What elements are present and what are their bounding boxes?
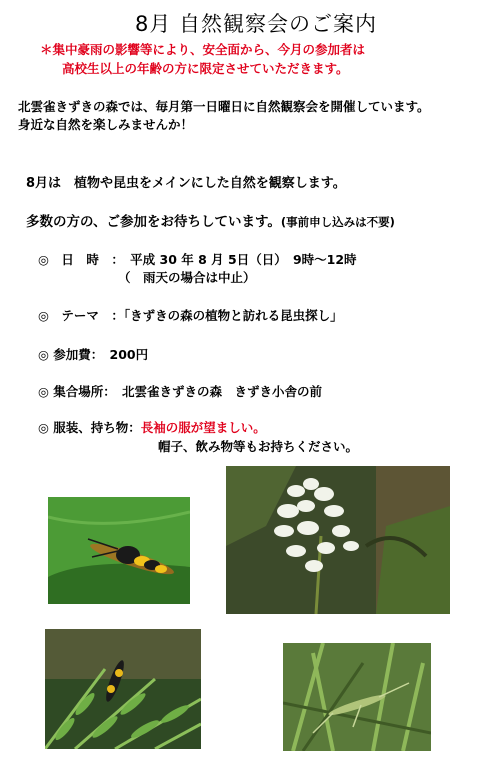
intro-text-2: 身近な自然を楽しみませんか！ — [18, 117, 194, 132]
welcome-line — [26, 210, 395, 230]
grasshopper-photo — [283, 643, 431, 751]
detail-place: ◎ 集合場所： 北雲雀きずきの森 きずき小舎の前 — [38, 384, 323, 399]
intro-paragraph — [18, 98, 458, 134]
clothes-label: ◎ 服装、持ち物： — [38, 420, 141, 435]
detail-fee: ◎ 参加費： 200円 — [38, 347, 149, 362]
detail-date: ◎ 日 時 ： 平成 30 年 8 月 5日（日） 9時～12時 — [38, 252, 357, 267]
detail-date-note: （ 雨天の場合は中止） — [118, 270, 256, 285]
intro-text: 北雲雀きずきの森では、毎月第一日曜日に自然観察会を開催しています。 — [18, 99, 430, 114]
welcome-text: 多数の方の、ご参加をお待ちしています。 — [26, 214, 281, 230]
notice-line-1: ＊集中豪雨の影響等により、安全面から、今月の参加者は — [40, 42, 366, 57]
detail-clothes-note: 帽子、飲み物等もお持ちください。 — [158, 439, 359, 454]
moth-on-fern-photo — [45, 629, 201, 749]
clothes-value: 長袖の服が望ましい。 — [140, 420, 266, 435]
moth-on-leaf-photo — [48, 497, 190, 604]
detail-clothes — [38, 418, 266, 436]
theme-line: 8月は 植物や昆虫をメインにした自然を観察します。 — [26, 176, 346, 191]
page-title: 8月 自然観察会のご案内 — [134, 12, 378, 36]
detail-theme: ◎ テーマ ：「きずきの森の植物と訪れる昆虫探し」 — [38, 308, 343, 323]
white-flowers-photo — [226, 466, 450, 614]
notice-line-2: 高校生以上の年齢の方に限定させていただきます。 — [62, 61, 349, 76]
welcome-note: (事前申し込みは不要) — [280, 215, 395, 229]
